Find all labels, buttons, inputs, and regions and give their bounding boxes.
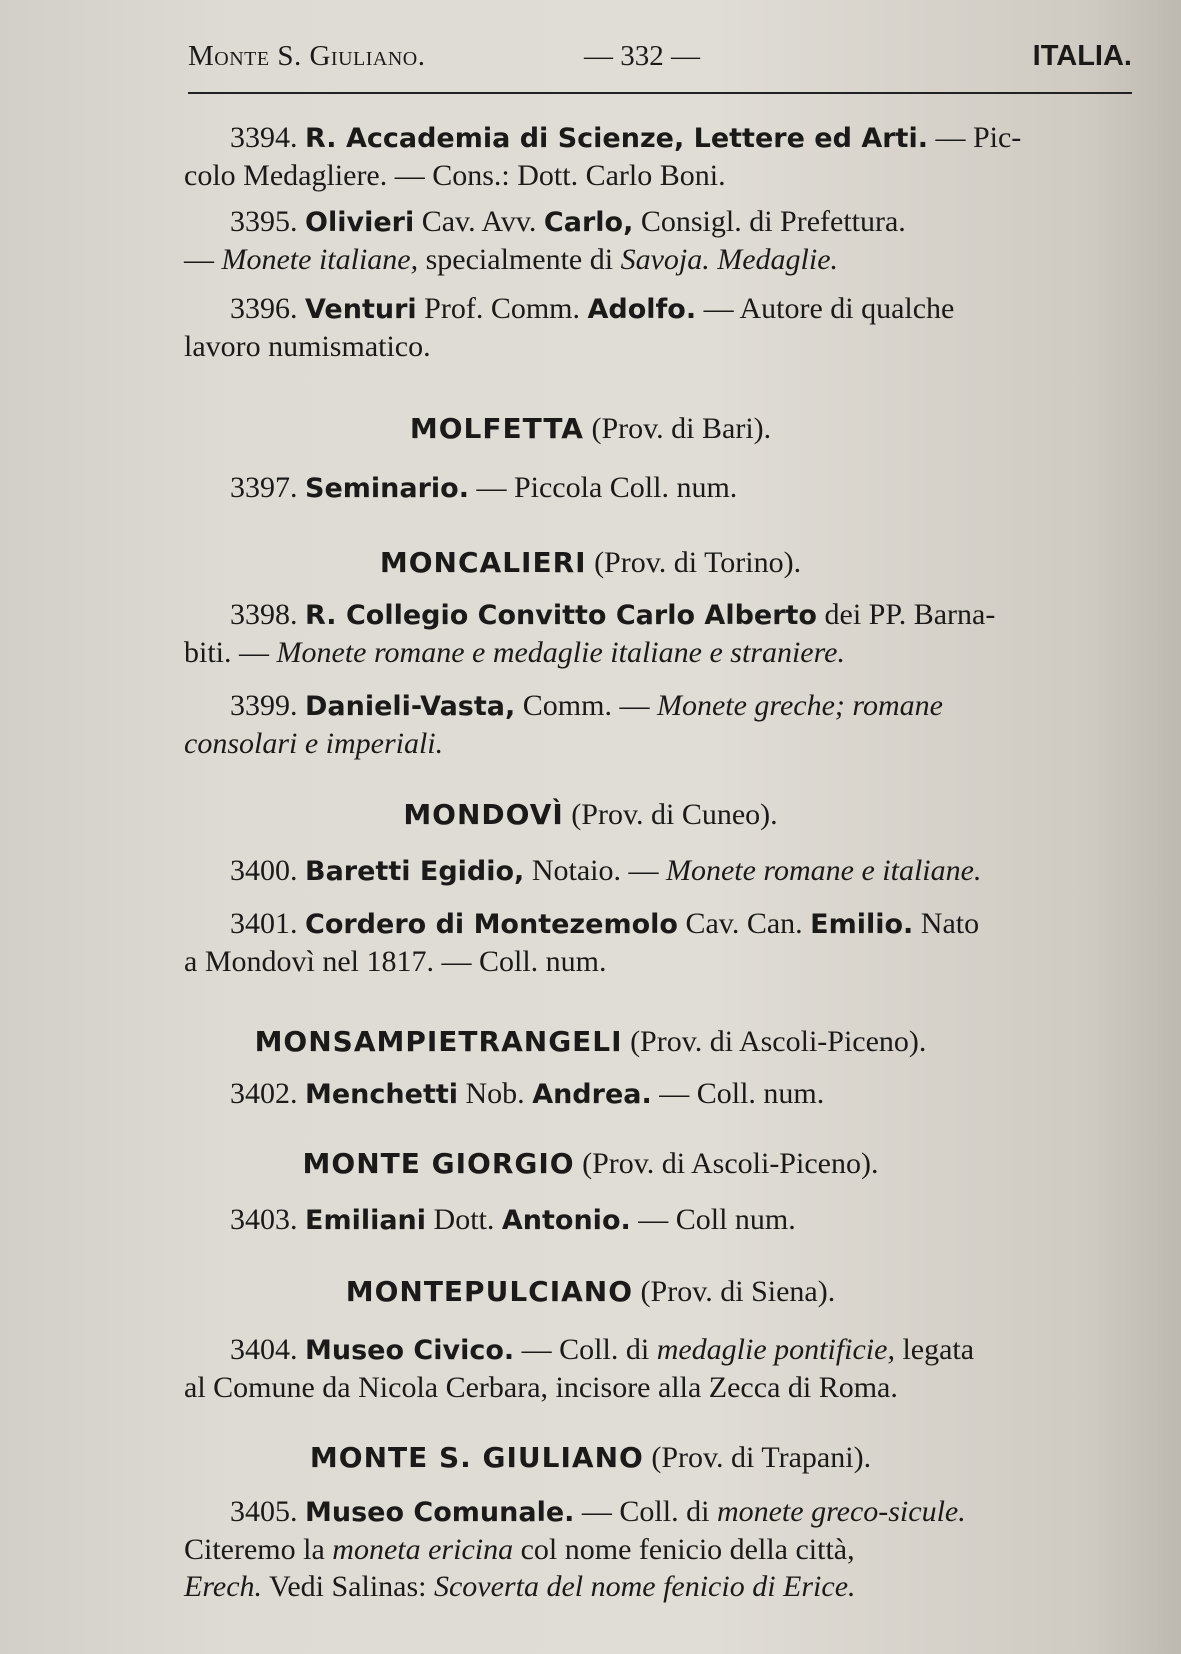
entry-3399 <box>184 687 1132 762</box>
province: (Prov. di Trapani). <box>643 1441 872 1474</box>
entry-italic: consolari e imperiali. <box>184 727 444 760</box>
entry-text: — Coll. di <box>514 1333 657 1366</box>
place-heading-montepulciano <box>0 1272 1181 1312</box>
entry-italic: medaglie pontificie, <box>656 1333 895 1366</box>
place-name: MONCALIERI <box>379 546 587 579</box>
place-name: MONTEPULCIANO <box>345 1275 634 1308</box>
entry-3403 <box>184 1201 1132 1239</box>
entry-text: Nato <box>913 907 980 940</box>
province: (Prov. di Ascoli-Piceno). <box>622 1025 927 1058</box>
entry-text: dei PP. Barna- <box>817 598 996 631</box>
entry-italic: Monete greche; romane <box>656 689 943 722</box>
entry-number: 3396. <box>230 292 298 325</box>
entry-text: — Coll. di <box>574 1495 717 1528</box>
place-heading-mondovi <box>0 795 1181 835</box>
entry-italic: Monete italiane, <box>221 243 419 276</box>
entry-italic: moneta ericina <box>332 1533 514 1566</box>
entry-text: Cav. Avv. <box>414 205 544 238</box>
entry-number: 3404. <box>230 1333 298 1366</box>
entry-name: Olivieri <box>305 207 415 238</box>
entry-name: R. Accademia di Scienze, Lettere ed Arti. <box>305 123 928 154</box>
entry-number: 3400. <box>230 854 298 887</box>
entry-number: 3401. <box>230 907 298 940</box>
entry-name: Baretti Egidio, <box>305 856 525 887</box>
entry-text: Consigl. di Prefettura. <box>633 205 906 238</box>
entry-text: colo Medagliere. — Cons.: Dott. Carlo Boni. <box>184 159 726 192</box>
entry-italic: monete greco-sicule. <box>716 1495 966 1528</box>
place-heading-moncalieri <box>0 543 1181 583</box>
entry-3404 <box>184 1331 1132 1406</box>
entry-3396 <box>184 290 1132 365</box>
place-heading-monsampietrangeli <box>0 1022 1181 1062</box>
entry-text: legata <box>894 1333 975 1366</box>
entry-3402 <box>184 1075 1132 1113</box>
entry-name: Andrea. <box>532 1079 652 1110</box>
entry-name: Adolfo. <box>587 294 697 325</box>
entry-name: Emilio. <box>810 909 914 940</box>
entry-text: lavoro numismatico. <box>184 330 431 363</box>
entry-name: Museo Comunale. <box>305 1497 575 1528</box>
entry-italic: Erech. <box>184 1570 263 1603</box>
entry-3400 <box>184 852 1132 890</box>
entry-name: Danieli-Vasta, <box>305 691 516 722</box>
header-section-title: Monte S. Giuliano. <box>188 40 426 72</box>
entry-3405 <box>184 1493 1132 1605</box>
entry-name: Seminario. <box>305 473 469 504</box>
entry-name: R. Collegio Convitto Carlo Alberto <box>305 600 817 631</box>
entry-number: 3394. <box>230 121 298 154</box>
entry-text: — Coll. num. <box>651 1077 825 1110</box>
province: (Prov. di Siena). <box>633 1275 836 1308</box>
entry-number: 3398. <box>230 598 298 631</box>
entry-text: — Pic- <box>927 121 1022 154</box>
entry-number: 3399. <box>230 689 298 722</box>
entry-text: Vedi Salinas: <box>262 1570 434 1603</box>
entry-number: 3395. <box>230 205 298 238</box>
entry-3395 <box>184 203 1132 278</box>
place-name: MONSAMPIETRANGELI <box>254 1025 623 1058</box>
entry-italic: Savoja. Medaglie. <box>620 243 839 276</box>
entry-text: Comm. — <box>515 689 657 722</box>
entry-3401 <box>184 905 1132 980</box>
entry-text: specialmente di <box>418 243 621 276</box>
entry-number: 3397. <box>230 471 298 504</box>
header-country: ITALIA. <box>1032 40 1132 72</box>
entry-3398 <box>184 596 1132 671</box>
entry-name: Venturi <box>305 294 417 325</box>
entry-3397 <box>184 469 1132 507</box>
header-rule <box>188 92 1132 94</box>
place-name: MONDOVÌ <box>403 798 564 831</box>
entry-text: Prof. Comm. <box>416 292 588 325</box>
entry-3394 <box>184 119 1132 194</box>
entry-name: Cordero di Montezemolo <box>305 909 678 940</box>
entry-text: Citeremo la <box>184 1533 333 1566</box>
entry-italic: Scoverta del nome fenicio di Erice. <box>433 1570 856 1603</box>
entry-italic: Monete romane e medaglie italiane e straniere. <box>276 636 845 669</box>
entry-text: — Coll num. <box>630 1203 796 1236</box>
entry-number: 3403. <box>230 1203 298 1236</box>
place-heading-molfetta <box>0 409 1181 449</box>
entry-number: 3405. <box>230 1495 298 1528</box>
province: (Prov. di Cuneo). <box>563 798 778 831</box>
entry-text: Cav. Can. <box>677 907 811 940</box>
entry-text: Notaio. — <box>524 854 666 887</box>
entry-text: biti. — <box>184 636 277 669</box>
entry-name: Emiliani <box>305 1205 427 1236</box>
place-name: MOLFETTA <box>409 412 584 445</box>
entry-text: col nome fenicio della città, <box>513 1533 855 1566</box>
entry-name: Museo Civico. <box>305 1335 515 1366</box>
running-header <box>188 38 1132 82</box>
place-heading-monte-s-giuliano <box>0 1438 1181 1478</box>
entry-text: Nob. <box>458 1077 533 1110</box>
place-name: MONTE GIORGIO <box>302 1147 575 1180</box>
page-number: — 332 — <box>584 40 700 72</box>
province: (Prov. di Ascoli-Piceno). <box>574 1147 879 1180</box>
entry-name: Menchetti <box>305 1079 459 1110</box>
province: (Prov. di Torino). <box>586 546 802 579</box>
entry-italic: Monete romane e italiane. <box>665 854 982 887</box>
entry-text: — Piccola Coll. num. <box>468 471 738 504</box>
entry-text: a Mondovì nel 1817. — Coll. num. <box>184 945 607 978</box>
entry-text: al Comune da Nicola Cerbara, incisore alla Zecca di Roma. <box>184 1371 898 1404</box>
entry-text: Dott. <box>426 1203 502 1236</box>
province: (Prov. di Bari). <box>583 412 772 445</box>
place-heading-monte-giorgio <box>0 1144 1181 1184</box>
entry-name: Antonio. <box>501 1205 631 1236</box>
entry-text: — Autore di qualche <box>696 292 955 325</box>
entry-text: — <box>184 243 222 276</box>
entry-name: Carlo, <box>543 207 634 238</box>
place-name: MONTE S. GIULIANO <box>309 1441 644 1474</box>
entry-number: 3402. <box>230 1077 298 1110</box>
